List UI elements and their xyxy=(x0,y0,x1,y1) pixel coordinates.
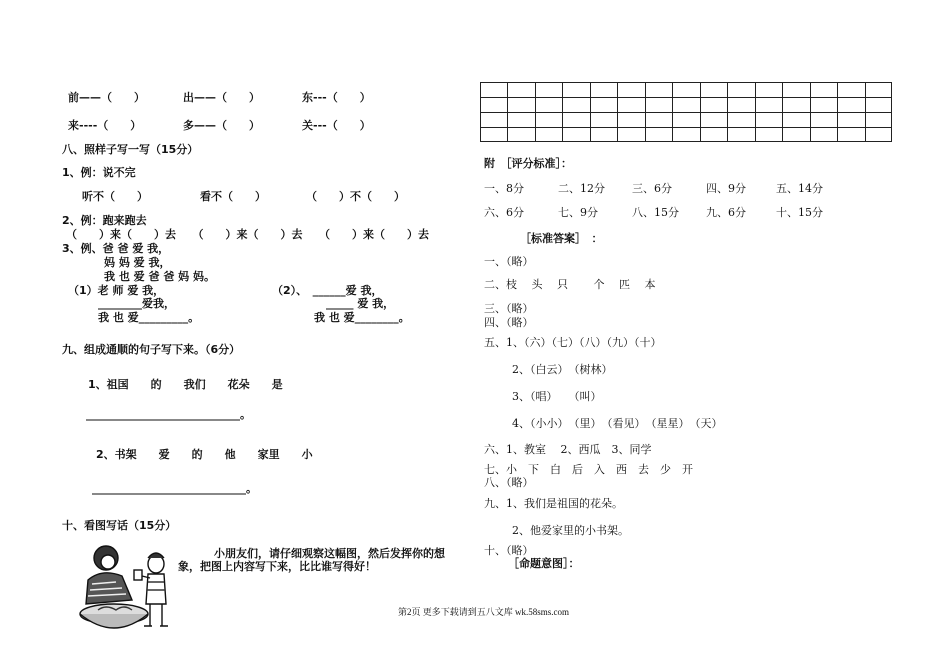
q8-ex1-item3: （ ）不（ ） xyxy=(306,190,405,203)
children-illustration xyxy=(72,542,178,638)
q7-row2-item3: 关---（ ） xyxy=(302,119,371,132)
q8-title: 八、照样子写一写（15分） xyxy=(62,143,199,156)
appendix-title: 附 ［评分标准］： xyxy=(484,157,572,170)
q8-p2-line1: （2）、 ______爱 我， xyxy=(272,284,383,297)
q9-sentence2: 2、书架 爱 的 他 家里 小 xyxy=(96,448,313,461)
answer-5-3: 3、（唱） （叫） xyxy=(512,390,602,403)
q8-example2: 2、例：跑来跑去 xyxy=(62,214,147,227)
q8-p2-line3: 我 也 爱________。 xyxy=(314,311,410,324)
q7-row1-item1: 前——（ ） xyxy=(68,91,145,104)
answer-5-1: 五、1、（六）（七）（八）（九）（十） xyxy=(484,336,662,349)
q8-p2-line2: _____ 爱 我， xyxy=(326,297,395,310)
q8-p1-line2: ________爱我， xyxy=(98,297,175,310)
q9-answer-line1: ____________________________。 xyxy=(86,408,251,421)
page-footer: 第2页 更多下载请到五八文库 wk.58sms.com xyxy=(398,607,570,617)
q8-ex3-line1: 3、例、爸 爸 爱 我， xyxy=(62,242,170,255)
answer-7: 七、小 下 白 后 入 西 去 少 开 xyxy=(484,463,693,476)
q8-p1-line1: （1）老 师 爱 我， xyxy=(68,284,165,297)
answers-title: ［标准答案］ ： xyxy=(520,232,603,245)
score-8: 八、15分 xyxy=(632,206,679,219)
score-10: 十、15分 xyxy=(776,206,823,219)
q9-sentence1: 1、祖国 的 我们 花朵 是 xyxy=(88,378,283,391)
score-3: 三、6分 xyxy=(632,182,672,195)
q10-title: 十、看图写话（15分） xyxy=(62,519,177,532)
q8-ex3-line2: 妈 妈 爱 我， xyxy=(104,256,171,269)
answer-3: 三、（略） xyxy=(484,302,534,315)
q8-ex1-item1: 听不（ ） xyxy=(82,190,148,203)
score-7: 七、9分 xyxy=(558,206,598,219)
score-5: 五、14分 xyxy=(776,182,823,195)
q7-row2-item2: 多——（ ） xyxy=(183,119,260,132)
answer-4: 四、（略） xyxy=(484,316,534,329)
q8-p1-line3: 我 也 爱_________。 xyxy=(98,311,200,324)
q9-answer-line2: ____________________________。 xyxy=(92,482,257,495)
q8-ex2-items: （ ）来（ ）去 （ ）来（ ）去 （ ）来（ ）去 xyxy=(66,228,429,241)
answer-9-1: 九、1、我们是祖国的花朵。 xyxy=(484,497,623,510)
score-2: 二、12分 xyxy=(558,182,605,195)
q9-title: 九、组成通顺的句子写下来。（6分） xyxy=(62,343,241,356)
answer-9-2: 2、他爱家里的小书架。 xyxy=(512,524,629,537)
score-9: 九、6分 xyxy=(706,206,746,219)
score-6: 六、6分 xyxy=(484,206,524,219)
answer-8: 八、（略） xyxy=(484,476,534,489)
answer-1: 一、（略） xyxy=(484,255,534,268)
q7-row1-item3: 东---（ ） xyxy=(302,91,371,104)
answer-10: 十、（略） xyxy=(484,544,534,557)
q10-prompt-line2: 象，把图上内容写下来，比比谁写得好！ xyxy=(178,560,376,573)
score-4: 四、9分 xyxy=(706,182,746,195)
q8-ex1-item2: 看不（ ） xyxy=(200,190,266,203)
q8-example1: 1、例：说不完 xyxy=(62,166,136,179)
answer-2: 二、枝 头 只 个 匹 本 xyxy=(484,278,656,291)
q7-row1-item2: 出——（ ） xyxy=(183,91,260,104)
intent-title: ［命题意图］： xyxy=(508,557,580,570)
q8-ex3-line3: 我 也 爱 爸 爸 妈 妈。 xyxy=(104,270,215,283)
answer-5-4: 4、（小小） （里） （看见） （星星） （天） xyxy=(512,417,723,430)
score-1: 一、8分 xyxy=(484,182,524,195)
writing-grid xyxy=(480,82,892,142)
answer-6: 六、1、教室 2、西瓜 3、同学 xyxy=(484,443,652,456)
answer-5-2: 2、（白云） （树林） xyxy=(512,363,613,376)
q7-row2-item1: 来----（ ） xyxy=(68,119,142,132)
q10-prompt-line1: 小朋友们，请仔细观察这幅图，然后发挥你的想 xyxy=(214,547,445,560)
